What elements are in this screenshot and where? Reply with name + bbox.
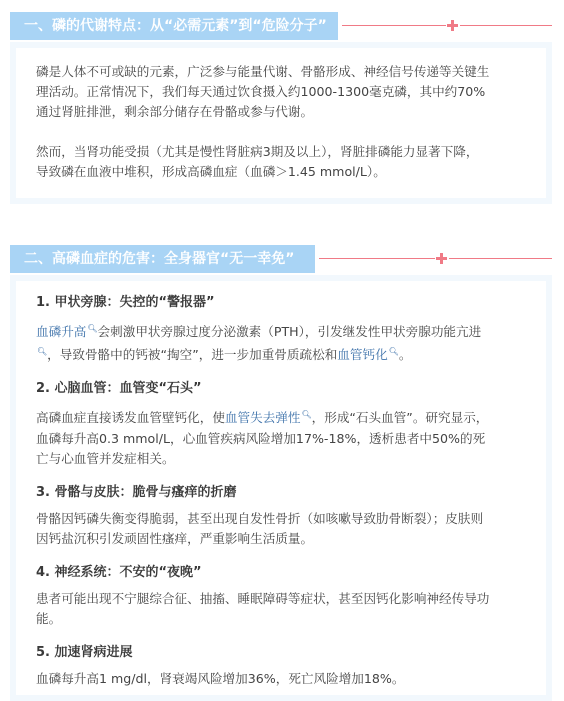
item-4-line-2: 能。 bbox=[36, 610, 62, 626]
section-1-title: 一、磷的代谢特点：从“必需元素”到“危险分子” bbox=[10, 12, 338, 40]
search-icon[interactable]: 🔍︎ bbox=[87, 324, 98, 333]
section-2 bbox=[10, 245, 552, 701]
item-3-heading: 3. 骨骼与皮肤：脆骨与瘙痒的折磨 bbox=[36, 484, 237, 500]
link-vascular-calcification[interactable]: 血管钙化 bbox=[337, 347, 388, 363]
item-2-heading: 2. 心脑血管：血管变“石头” bbox=[36, 381, 202, 397]
item-2-line-3: 亡与心血管并发症相关。 bbox=[36, 450, 175, 466]
item-2-line-1: 高磷血症直接诱发血管壁钙化，使血管失去弹性🔍︎，形成“石头血管”。研究显示， bbox=[36, 410, 489, 426]
link-blood-phosphorus[interactable]: 血磷升高 bbox=[36, 324, 87, 340]
divider-line-right bbox=[449, 258, 552, 259]
section-2-title: 二、高磷血症的危害：全身器官“无一幸免” bbox=[10, 245, 315, 273]
paragraph-1-line-1: 磷是人体不可或缺的元素，广泛参与能量代谢、骨骼形成、神经信号传递等关键生 bbox=[36, 64, 490, 79]
paragraph-2-line-1: 然而，当肾功能受损（尤其是慢性肾脏病3期及以上），肾脏排磷能力显著下降， bbox=[36, 144, 479, 159]
section-1-card bbox=[10, 42, 552, 204]
section-2-header bbox=[10, 245, 552, 273]
paragraph-2-line-2: 导致磷在血液中堆积，形成高磷血症（血磷＞1.45 mmol/L）。 bbox=[36, 164, 386, 179]
search-icon[interactable]: 🔍︎ bbox=[37, 347, 48, 357]
link-vessel-elasticity[interactable]: 血管失去弹性 bbox=[224, 410, 301, 426]
section-1 bbox=[10, 12, 552, 204]
item-5-heading: 5. 加速肾病进展 bbox=[36, 644, 133, 660]
section-2-card bbox=[10, 275, 552, 701]
paragraph-1-line-2: 理活动。正常情况下，我们每天通过饮食摄入约1000-1300毫克磷，其中约70% bbox=[36, 84, 486, 99]
plus-icon bbox=[447, 20, 458, 31]
divider-line-left bbox=[319, 258, 435, 259]
item-1-heading: 1. 甲状旁腺：失控的“警报器” bbox=[36, 295, 215, 310]
item-5-line-1: 血磷每升高1 mg/dl，肾衰竭风险增加36%，死亡风险增加18%。 bbox=[36, 670, 405, 686]
item-4-heading: 4. 神经系统：不安的“夜晚” bbox=[36, 564, 202, 580]
item-1-line-2: 🔍︎，导致骨骼中的钙被“掏空”，进一步加重骨质疏松和血管钙化🔍︎。 bbox=[37, 347, 412, 363]
item-3-line-2: 因钙盐沉积引发顽固性瘙痒，严重影响生活质量。 bbox=[36, 530, 314, 546]
plus-icon bbox=[436, 253, 447, 264]
search-icon[interactable]: 🔍︎ bbox=[388, 347, 399, 357]
divider-line-right bbox=[460, 25, 552, 26]
item-3-line-1: 骨骼因钙磷失衡变得脆弱，甚至出现自发性骨折（如咳嗽导致肋骨断裂）；皮肤则 bbox=[36, 510, 484, 526]
item-2-line-2: 血磷每升高0.3 mmol/L，心血管疾病风险增加17%-18%，透析患者中50%的死 bbox=[36, 430, 486, 446]
divider-line-left bbox=[342, 25, 446, 26]
paragraph-1-line-3: 通过肾脏排泄，剩余部分储存在骨骼或参与代谢。 bbox=[36, 104, 314, 119]
item-4-line-1: 患者可能出现不宁腿综合征、抽搐、睡眠障碍等症状，甚至因钙化影响神经传导功 bbox=[36, 590, 490, 606]
section-1-header bbox=[10, 12, 552, 40]
item-1-line-1: 血磷升高🔍︎会刺激甲状旁腺过度分泌激素（PTH），引发继发性甲状旁腺功能亢进 bbox=[36, 324, 482, 340]
search-icon[interactable]: 🔍︎ bbox=[301, 410, 312, 420]
